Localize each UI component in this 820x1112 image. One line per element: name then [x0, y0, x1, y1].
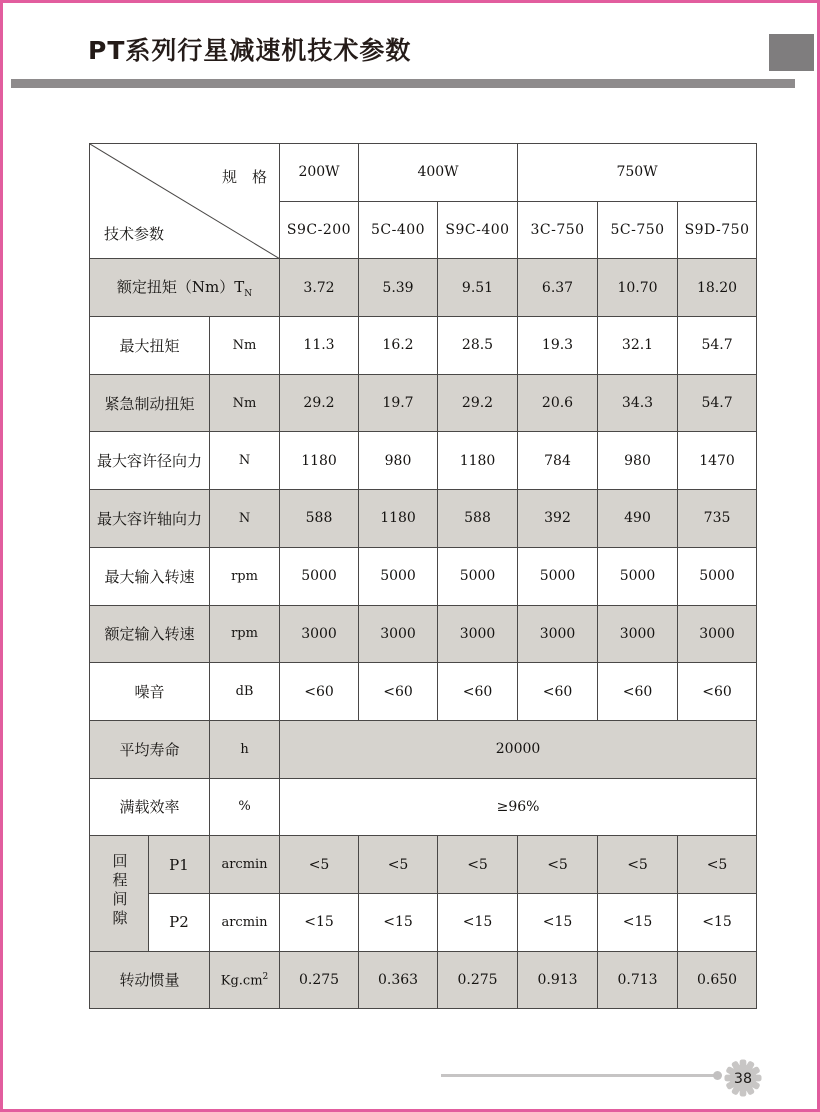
unit-cell: arcmin	[210, 836, 280, 894]
value-cell: 1180	[280, 432, 359, 490]
value-cell: <60	[678, 663, 757, 721]
value-cell: 20.6	[518, 374, 598, 432]
table-row	[90, 893, 757, 951]
unit-text: Kg.cm	[220, 973, 263, 989]
table-row	[90, 663, 757, 721]
value-cell: <15	[678, 893, 757, 951]
value-cell: 1180	[359, 490, 438, 548]
table-row	[90, 778, 757, 836]
value-cell: <15	[598, 893, 678, 951]
unit-cell: Nm	[210, 317, 280, 375]
value-cell: 1470	[678, 432, 757, 490]
param-label: P2	[149, 893, 210, 951]
value-cell: 16.2	[359, 317, 438, 375]
value-cell: <15	[438, 893, 518, 951]
value-cell: 19.7	[359, 374, 438, 432]
value-cell: <60	[359, 663, 438, 721]
param-label: 平均寿命	[90, 720, 210, 778]
table-row	[90, 836, 757, 894]
value-cell: <15	[518, 893, 598, 951]
model-cell: 5C-400	[359, 201, 438, 259]
value-cell: 735	[678, 490, 757, 548]
value-cell: 5000	[359, 547, 438, 605]
table-row	[90, 720, 757, 778]
unit-sup: 2	[262, 971, 269, 982]
value-cell: 980	[359, 432, 438, 490]
unit-cell: %	[210, 778, 280, 836]
model-cell: S9C-200	[280, 201, 359, 259]
value-cell: <60	[280, 663, 359, 721]
value-cell: 34.3	[598, 374, 678, 432]
value-cell: 784	[518, 432, 598, 490]
unit-cell: arcmin	[210, 893, 280, 951]
param-label	[90, 259, 280, 317]
value-cell: <5	[678, 836, 757, 894]
value-cell: 5000	[598, 547, 678, 605]
footer-rule-dot	[713, 1071, 722, 1080]
table-row	[90, 317, 757, 375]
value-cell: 19.3	[518, 317, 598, 375]
value-cell: 28.5	[438, 317, 518, 375]
merged-value-cell: ≥96%	[280, 778, 757, 836]
value-cell: 980	[598, 432, 678, 490]
value-cell: 9.51	[438, 259, 518, 317]
value-cell: 3000	[359, 605, 438, 663]
backlash-group-label	[90, 836, 149, 951]
value-cell: 10.70	[598, 259, 678, 317]
param-label-text: 额定扭矩（Nm）T	[116, 278, 245, 297]
value-cell: 490	[598, 490, 678, 548]
value-cell: <60	[438, 663, 518, 721]
value-cell: 5000	[438, 547, 518, 605]
value-cell: 18.20	[678, 259, 757, 317]
page-number: 38	[733, 1071, 753, 1088]
value-cell: <15	[280, 893, 359, 951]
table-row	[90, 605, 757, 663]
value-cell: 0.713	[598, 951, 678, 1009]
param-label: 转动惯量	[90, 951, 210, 1009]
table-row	[90, 490, 757, 548]
corner-label-spec: 规 格	[222, 168, 268, 186]
table-row	[90, 951, 757, 1009]
value-cell: 54.7	[678, 374, 757, 432]
model-cell: S9C-400	[438, 201, 518, 259]
page-title: PT系列行星减速机技术参数	[88, 36, 412, 65]
unit-cell: rpm	[210, 605, 280, 663]
value-cell: 5000	[518, 547, 598, 605]
unit-cell: N	[210, 490, 280, 548]
spec-table	[89, 143, 757, 1009]
value-cell: 392	[518, 490, 598, 548]
table-row	[90, 432, 757, 490]
corner-label-params: 技术参数	[104, 225, 165, 244]
value-cell: <60	[598, 663, 678, 721]
value-cell: 29.2	[438, 374, 518, 432]
power-group-200w: 200W	[280, 144, 359, 202]
value-cell: 3000	[518, 605, 598, 663]
header-corner-block	[769, 34, 814, 71]
param-label: 最大容许径向力	[90, 432, 210, 490]
value-cell: 1180	[438, 432, 518, 490]
unit-cell	[210, 951, 280, 1009]
value-cell: <5	[598, 836, 678, 894]
value-cell: 5.39	[359, 259, 438, 317]
unit-cell: h	[210, 720, 280, 778]
value-cell: <15	[359, 893, 438, 951]
param-label: 最大扭矩	[90, 317, 210, 375]
value-cell: 54.7	[678, 317, 757, 375]
page-number-badge	[724, 1059, 762, 1097]
value-cell: 3000	[598, 605, 678, 663]
value-cell: 588	[438, 490, 518, 548]
table-row	[90, 259, 757, 317]
power-group-400w: 400W	[359, 144, 518, 202]
corner-cell	[90, 144, 280, 259]
param-label: 紧急制动扭矩	[90, 374, 210, 432]
param-label: P1	[149, 836, 210, 894]
merged-value-cell: 20000	[280, 720, 757, 778]
unit-cell: Nm	[210, 374, 280, 432]
value-cell: 29.2	[280, 374, 359, 432]
value-cell: 32.1	[598, 317, 678, 375]
unit-cell: rpm	[210, 547, 280, 605]
value-cell: <60	[518, 663, 598, 721]
value-cell: 5000	[678, 547, 757, 605]
model-cell: 5C-750	[598, 201, 678, 259]
value-cell: 3000	[678, 605, 757, 663]
value-cell: 5000	[280, 547, 359, 605]
value-cell: 3000	[280, 605, 359, 663]
param-label: 最大输入转速	[90, 547, 210, 605]
table-row	[90, 547, 757, 605]
model-cell: 3C-750	[518, 201, 598, 259]
unit-cell: N	[210, 432, 280, 490]
value-cell: 6.37	[518, 259, 598, 317]
value-cell: 11.3	[280, 317, 359, 375]
power-group-750w: 750W	[518, 144, 757, 202]
value-cell: <5	[518, 836, 598, 894]
footer-rule	[441, 1074, 717, 1077]
value-cell: 0.913	[518, 951, 598, 1009]
backlash-group-text: 回程间隙	[110, 853, 129, 930]
value-cell: 0.363	[359, 951, 438, 1009]
value-cell: <5	[359, 836, 438, 894]
param-label: 满载效率	[90, 778, 210, 836]
value-cell: 0.275	[438, 951, 518, 1009]
param-label: 额定输入转速	[90, 605, 210, 663]
table-row	[90, 374, 757, 432]
value-cell: <5	[280, 836, 359, 894]
value-cell: 0.275	[280, 951, 359, 1009]
value-cell: 3000	[438, 605, 518, 663]
value-cell: <5	[438, 836, 518, 894]
header-rule	[11, 79, 795, 88]
param-label: 最大容许轴向力	[90, 490, 210, 548]
value-cell: 0.650	[678, 951, 757, 1009]
value-cell: 588	[280, 490, 359, 548]
unit-cell: dB	[210, 663, 280, 721]
param-label-sub: N	[244, 289, 253, 300]
param-label: 噪音	[90, 663, 210, 721]
model-cell: S9D-750	[678, 201, 757, 259]
table-header-row	[90, 144, 757, 202]
value-cell: 3.72	[280, 259, 359, 317]
